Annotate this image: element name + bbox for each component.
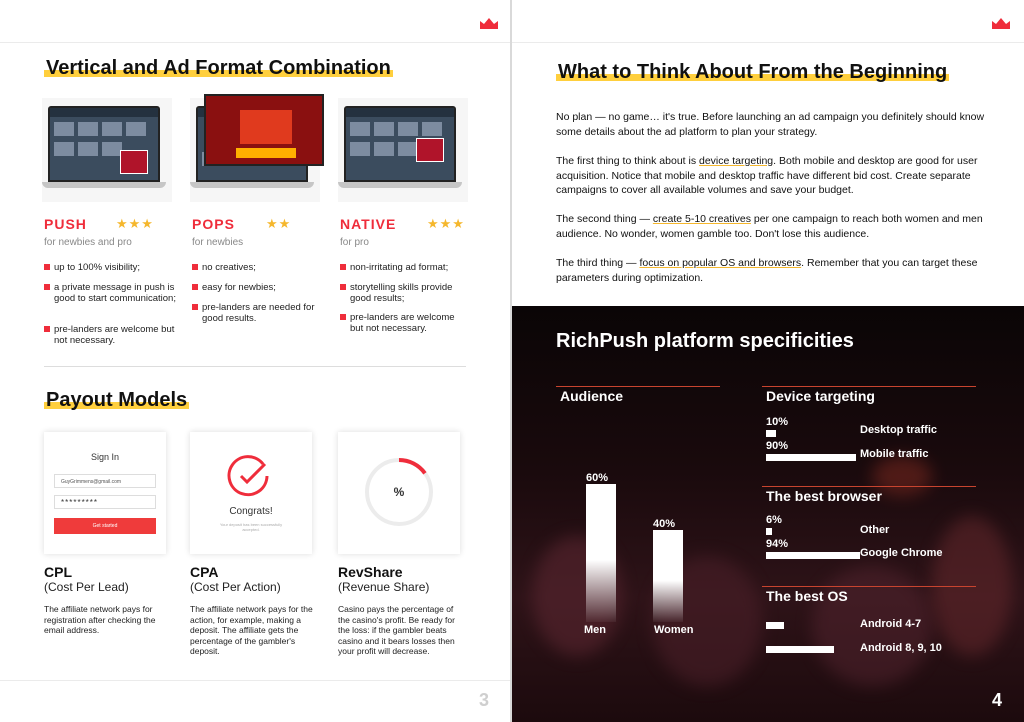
category-label-mobile: Mobile traffic (860, 448, 929, 460)
pops-subtitle: for newbies (192, 237, 244, 248)
page-number-left: 3 (479, 690, 490, 710)
bar-value-label: 94% (766, 538, 789, 550)
paragraph: No plan — no game… it's true. Before launching an ad campaign you definitely should know some details about the ad platform to plan your strategy. (556, 111, 985, 138)
push-stars: ★★★ (116, 216, 154, 231)
page-left (0, 0, 510, 722)
payout-heading: Payout Models (46, 389, 188, 411)
pops-bullet: easy for newbies; (192, 282, 322, 293)
native-bullet: storytelling skills provide good results; (340, 282, 470, 304)
category-label-desktop: Desktop traffic (860, 424, 938, 436)
cpa-title: CPA (190, 564, 219, 580)
paragraph: The third thing — focus on popular OS and browsers. Remember that you can target these parameters during optimization. (556, 257, 978, 284)
native-stars: ★★★ (427, 216, 465, 231)
format-name-native: NATIVE (340, 216, 397, 232)
pops-bullet: no creatives; (192, 262, 322, 273)
push-subtitle: for newbies and pro (44, 237, 132, 248)
paragraph: The first thing to think about is device targeting. Both mobile and desktop are good for user acquisition. Notice that mobile and desktop traffic have different bid cost. Create separate campaigns to cover all available volumes and save your budget. (556, 155, 978, 196)
bar-mobile (766, 454, 856, 461)
bar-men (586, 484, 616, 622)
bar-value-label: 40% (653, 518, 676, 530)
page-right (512, 0, 1024, 722)
crown-logo-icon (992, 18, 1010, 29)
congrats-card (190, 432, 312, 554)
signin-title: Sign In (90, 452, 120, 462)
paragraph: The second thing — create 5-10 creatives per one campaign to reach both women and men audience. No wonder, women gamble too. Don't lose this audience. (556, 213, 983, 240)
bar-value-label: 6% (766, 514, 782, 526)
check-circle-icon (227, 454, 271, 498)
chart-title-audience: Audience (560, 388, 624, 404)
pops-stars: ★★ (266, 216, 292, 231)
native-subtitle: for pro (340, 237, 369, 248)
category-label-android-new: Android 8, 9, 10 (860, 642, 942, 654)
bar-desktop (766, 430, 776, 437)
category-label-android-old: Android 4-7 (860, 618, 922, 630)
push-thumbnail (42, 98, 172, 202)
chart-title-os: The best OS (766, 588, 848, 604)
push-bullet: a private message in push is good to start communication; (44, 282, 179, 304)
percent-icon: % (393, 485, 405, 499)
native-bullet: pre-landers are welcome but not necessary. (340, 312, 470, 334)
category-label-men: Men (584, 624, 606, 636)
push-bullet: up to 100% visibility; (44, 262, 179, 273)
bar-value-label: 90% (766, 440, 789, 452)
revshare-title: RevShare (338, 564, 403, 580)
bar-women (653, 530, 683, 622)
chart-title-browser: The best browser (766, 488, 882, 504)
signin-button[interactable]: Get started (54, 518, 156, 534)
formats-heading: Vertical and Ad Format Combination (46, 57, 391, 79)
bar-chrome (766, 552, 860, 559)
cpl-description: The affiliate network pays for registration after checking the email address. (44, 604, 156, 635)
bar-value-label: 10% (766, 416, 789, 428)
bar-other (766, 528, 772, 535)
cpa-description: The affiliate network pays for the action, for example, making a deposit. The affiliate gets the percentage of the gambler's deposit. (190, 604, 313, 656)
format-name-push: PUSH (44, 216, 87, 232)
category-label-women: Women (654, 624, 694, 636)
native-bullet: non-irritating ad format; (340, 262, 470, 273)
congrats-text: Your deposit has been successfully accepted. (219, 522, 283, 532)
push-bullet: pre-landers are welcome but not necessary. (44, 324, 179, 346)
chart-title-device: Device targeting (766, 388, 875, 404)
page-title: What to Think About From the Beginning (558, 61, 948, 83)
cpl-title: CPL (44, 564, 72, 580)
category-label-chrome: Google Chrome (860, 547, 943, 559)
crown-logo-icon (480, 18, 498, 29)
bar-android-8-10 (766, 646, 834, 653)
revshare-card (338, 432, 460, 554)
revshare-subtitle: (Revenue Share) (338, 580, 430, 594)
cpa-subtitle: (Cost Per Action) (190, 580, 281, 594)
bar-value-label: 60% (586, 472, 609, 484)
section-title: RichPush platform specificities (556, 330, 854, 352)
pops-bullet: pre-landers are needed for good results. (192, 302, 322, 324)
pops-popup-image (204, 94, 324, 166)
cpl-subtitle: (Cost Per Lead) (44, 580, 129, 594)
signin-card (44, 432, 166, 554)
signin-password-field[interactable]: ********* (54, 495, 156, 509)
page-number-right: 4 (992, 690, 1003, 710)
format-name-pops: POPS (192, 216, 235, 232)
specificities-section (512, 306, 1024, 722)
signin-email-field[interactable]: GuyGrimmens@gmail.com (54, 474, 156, 488)
bar-android-4-7 (766, 622, 784, 629)
category-label-other: Other (860, 524, 890, 536)
native-thumbnail (338, 98, 468, 202)
congrats-title: Congrats! (229, 506, 273, 517)
revshare-description: Casino pays the percentage of the casino's profit. Be ready for the loss: if the gambler beats casino and it bears losses then your profit will decrease. (338, 604, 455, 656)
